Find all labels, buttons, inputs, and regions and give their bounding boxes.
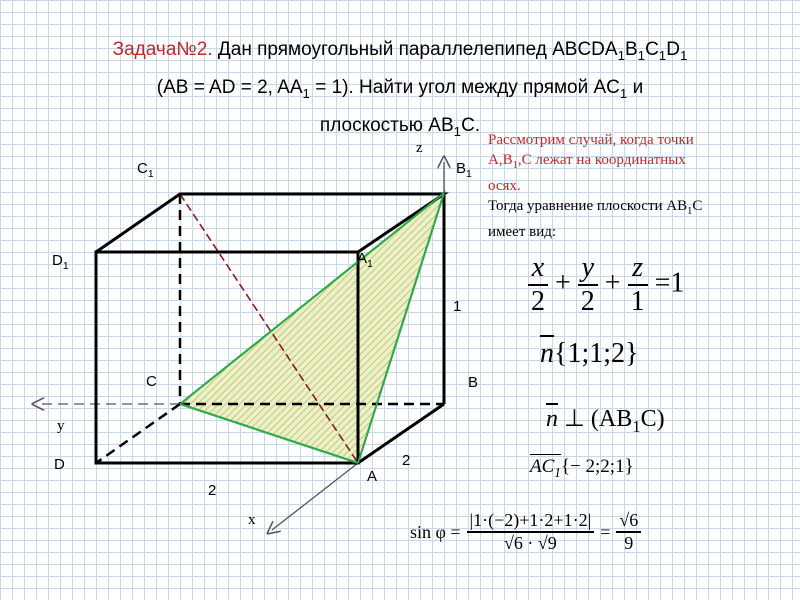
note-line2-a: A,B — [488, 152, 513, 168]
sub-b1: 1 — [637, 47, 646, 63]
note-line-5: имеет вид: — [488, 224, 557, 240]
note-line4-rest: C — [692, 198, 703, 214]
sin-label: sin φ = — [410, 521, 461, 542]
label-axis-z: z — [416, 140, 423, 156]
frac-z-den: 1 — [630, 286, 645, 317]
title-b: B — [624, 39, 638, 60]
edge-c-d — [96, 404, 180, 463]
label-d: D — [54, 456, 65, 473]
title-line2-a: (AB = AD = 2, AA — [156, 76, 303, 98]
result-num: √6 — [616, 510, 641, 533]
frac-z — [628, 252, 648, 318]
equals-one: =1 — [654, 267, 685, 299]
solution-note — [488, 130, 788, 242]
sin-den: √6 · √9 — [503, 533, 557, 553]
title-c: C — [645, 39, 659, 60]
label-b: B — [468, 374, 479, 391]
label-b1-letter: B — [456, 160, 467, 177]
note-line-2 — [488, 150, 788, 176]
label-len-ad: 2 — [208, 482, 217, 499]
title-line2-sub: 1 — [302, 85, 310, 101]
perp-plane-b: C) — [640, 406, 665, 432]
title-line2-sub2: 1 — [619, 85, 628, 101]
label-len-ab: 2 — [402, 452, 411, 469]
plane-equation — [528, 252, 684, 318]
sub-d1: 1 — [679, 47, 688, 63]
label-c1 — [137, 160, 154, 180]
normal-coords: {1;1;2} — [554, 338, 639, 369]
ac1-sub: 1 — [554, 464, 561, 480]
note-line4-sub: 1 — [687, 206, 693, 217]
label-axis-x: x — [248, 512, 256, 528]
note-line-3: осях. — [488, 178, 521, 194]
title-line3-sub: 1 — [453, 123, 462, 139]
sub-a1: 1 — [617, 47, 625, 63]
label-c: C — [146, 373, 157, 390]
title-line2-b: = 1). Найти угол между прямой AC — [309, 76, 620, 98]
note-line4-a: Тогда уравнение плоскости AB — [488, 198, 688, 214]
sub-c1: 1 — [658, 47, 667, 63]
label-d1-sub: 1 — [62, 260, 69, 272]
normal-vector — [540, 338, 638, 370]
title-line1-text: Дан прямоугольный параллелепипед ABCDA — [212, 39, 618, 60]
perpendicular-statement — [546, 404, 665, 437]
title-line3-b: C. — [461, 114, 481, 136]
label-a1-letter: A — [357, 250, 368, 267]
label-axis-y: y — [57, 418, 65, 434]
perp-plane-sub: 1 — [632, 416, 641, 436]
frac-y-num: y — [578, 252, 598, 286]
note-line2-sub: 1 — [512, 160, 518, 171]
sin-equals: = — [600, 521, 611, 542]
task-label: Задача№2. — [112, 39, 213, 60]
label-a1 — [357, 250, 373, 270]
plus-1: + — [555, 267, 571, 299]
sine-formula — [410, 510, 641, 554]
ac1-letters: AC — [530, 456, 555, 477]
title-d: D — [666, 39, 680, 60]
note-line-4 — [488, 196, 788, 222]
note-line2-rest: ,C лежат на координатных — [517, 152, 686, 168]
title-line2-c: и — [627, 76, 644, 98]
label-c1-sub: 1 — [147, 168, 154, 180]
frac-x-num: x — [528, 252, 548, 286]
frac-x-den: 2 — [531, 286, 545, 317]
frac-z-num: z — [628, 252, 648, 286]
label-b1 — [456, 160, 472, 180]
result-den: 9 — [624, 533, 634, 553]
frac-y — [578, 252, 598, 318]
label-len-vertical: 1 — [453, 298, 462, 315]
frac-x — [528, 252, 548, 318]
label-d1 — [52, 252, 69, 272]
result-fraction — [616, 510, 641, 554]
ac1-coords: {− 2;2;1} — [560, 456, 634, 477]
label-c1-letter: C — [137, 160, 148, 177]
plane-ab1c — [180, 193, 444, 463]
sin-num: |1·(−2)+1·2+1·2| — [467, 510, 595, 533]
label-a1-sub: 1 — [367, 258, 373, 270]
label-a: A — [367, 468, 378, 485]
ac1-vector — [530, 456, 634, 481]
label-b1-sub: 1 — [466, 168, 472, 180]
frac-y-den: 2 — [580, 286, 595, 317]
label-d1-letter: D — [52, 252, 63, 269]
plus-2: + — [604, 267, 621, 299]
ac1-vector-name — [530, 454, 561, 480]
normal-n: n — [540, 335, 554, 369]
perp-symbol: ⊥ — [564, 406, 585, 432]
sin-fraction — [467, 510, 595, 554]
title-line3-a: плоскостью AB — [319, 114, 454, 136]
axis-x — [272, 463, 358, 530]
perp-n: n — [546, 403, 558, 432]
note-line-1: Рассмотрим случай, когда точки — [488, 132, 694, 148]
perp-plane-a: (AB — [590, 406, 633, 432]
